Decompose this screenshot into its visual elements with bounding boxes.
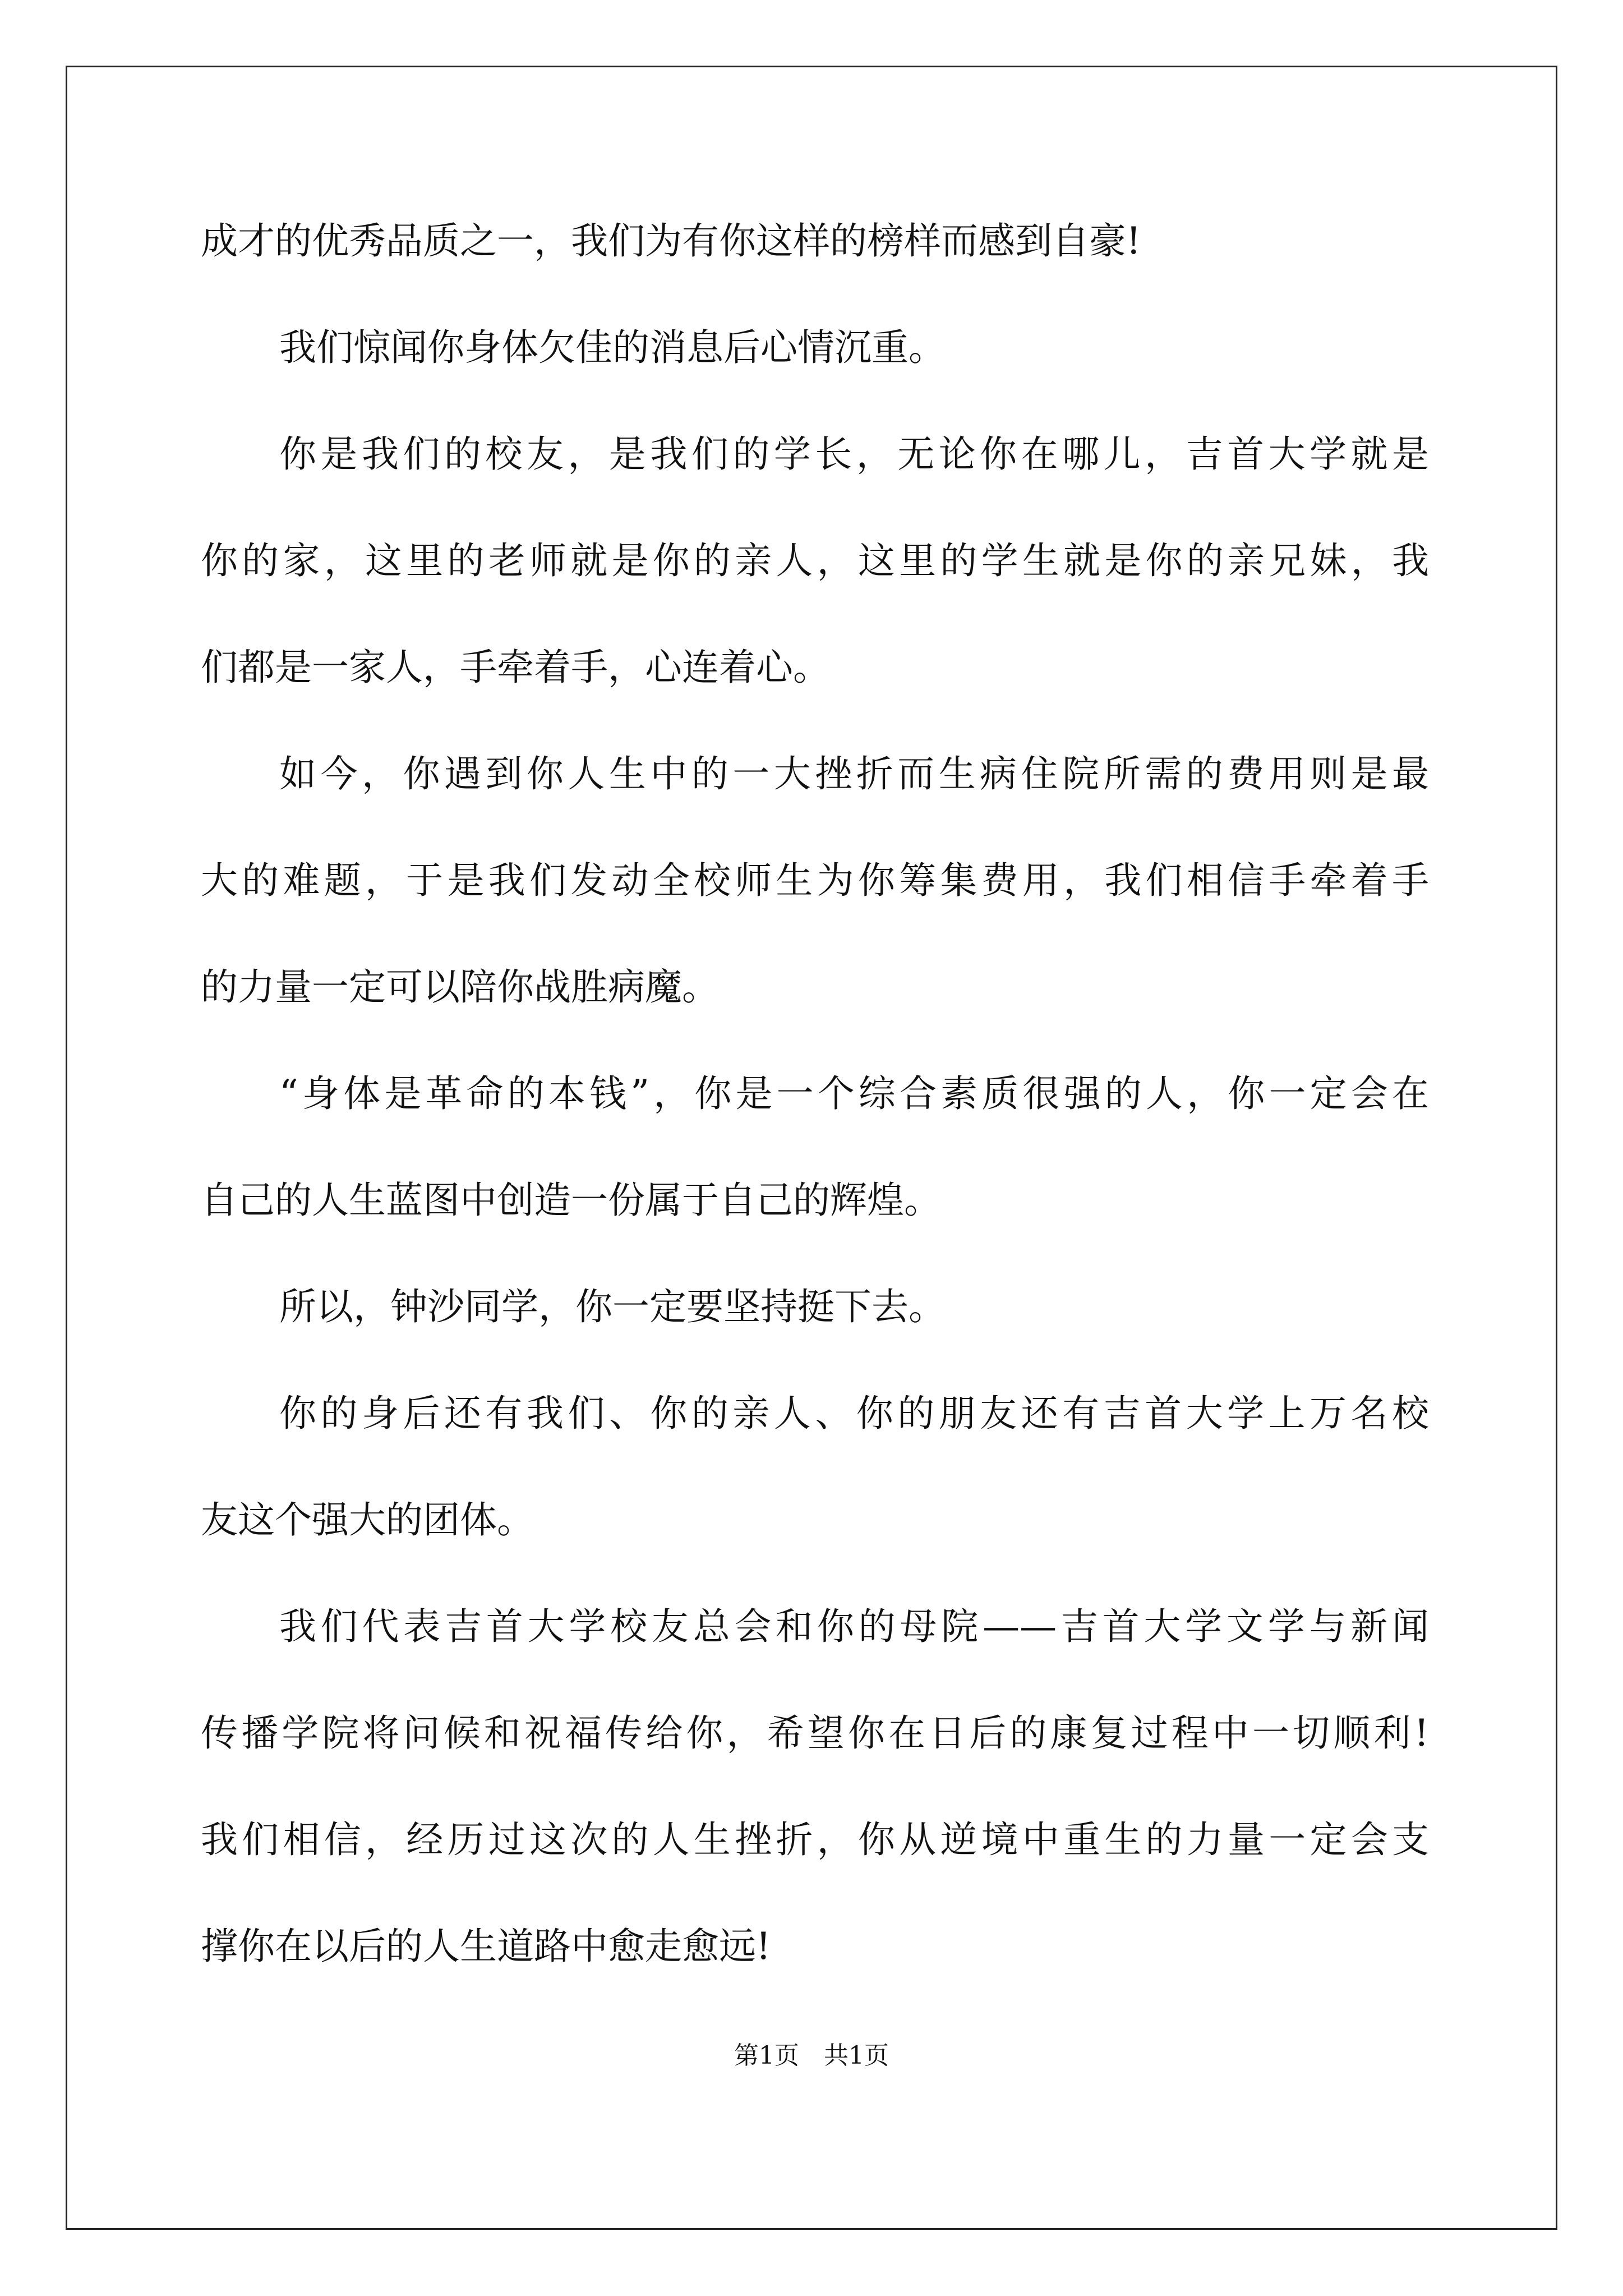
- text-line: 我们相信，经历过这次的人生挫折，你从逆境中重生的力量一定会支: [201, 1818, 1429, 1861]
- text-line: 撑你在以后的人生道路中愈走愈远!: [201, 1925, 771, 1968]
- text-line: 成才的优秀品质之一，我们为有你这样的榜样而感到自豪!: [201, 219, 1141, 263]
- text-line: 你的身后还有我们、你的亲人、你的朋友还有吉首大学上万名校: [279, 1392, 1429, 1435]
- text-line: 的力量一定可以陪你战胜病魔。: [201, 965, 719, 1009]
- text-line: 们都是一家人，手牵着手，心连着心。: [201, 646, 830, 689]
- page-border: [66, 66, 1557, 2230]
- page-total: 共1页: [824, 2041, 889, 2070]
- text-line: 如今，你遇到你人生中的一大挫折而生病住院所需的费用则是最: [279, 752, 1429, 795]
- text-line: 友这个强大的团体。: [201, 1498, 534, 1542]
- text-line: 传播学院将问候和祝福传给你，希望你在日后的康复过程中一切顺利!: [201, 1711, 1429, 1755]
- text-line: 所以，钟沙同学，你一定要坚持挺下去。: [279, 1285, 946, 1328]
- text-line: “身体是革命的本钱”，你是一个综合素质很强的人，你一定会在: [279, 1072, 1429, 1115]
- text-line: 你的家，这里的老师就是你的亲人，这里的学生就是你的亲兄妹，我: [201, 539, 1429, 582]
- text-line: 大的难题，于是我们发动全校师生为你筹集费用，我们相信手牵着手: [201, 859, 1429, 902]
- text-line: 你是我们的校友，是我们的学长，无论你在哪儿，吉首大学就是: [279, 432, 1429, 476]
- page-number: 第1页: [734, 2041, 799, 2070]
- text-line: 我们惊闻你身体欠佳的消息后心情沉重。: [279, 326, 946, 369]
- page-footer: [0, 2039, 1623, 2073]
- text-line: 我们代表吉首大学校友总会和你的母院——吉首大学文学与新闻: [279, 1605, 1429, 1648]
- text-line: 自己的人生蓝图中创造一份属于自己的辉煌。: [201, 1179, 941, 1222]
